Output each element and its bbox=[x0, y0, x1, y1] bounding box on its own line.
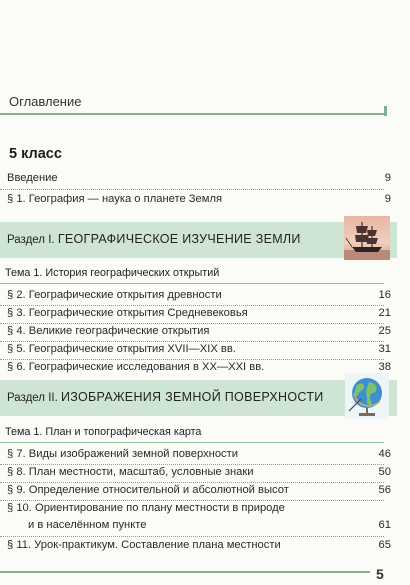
toc-entry-paragraph-7[interactable] bbox=[7, 445, 391, 463]
toc-entry-introduction[interactable] bbox=[7, 169, 391, 187]
toc-entry-page: 9 bbox=[384, 193, 391, 205]
page-title: Оглавление bbox=[9, 94, 82, 109]
section-1-prefix: Раздел I. bbox=[7, 234, 55, 246]
toc-entry-paragraph-11[interactable] bbox=[7, 536, 391, 554]
toc-entry-page: 56 bbox=[378, 484, 391, 496]
toc-entry-page: 21 bbox=[378, 307, 391, 319]
topic-1-heading: Тема 1. История географических открытий bbox=[5, 267, 220, 279]
section-1-heading bbox=[7, 232, 301, 246]
section-2-heading bbox=[7, 390, 324, 404]
toc-entry-title: § 1. География — наука о планете Земля bbox=[7, 193, 223, 205]
title-underline-end bbox=[384, 106, 387, 116]
toc-entry-paragraph-3[interactable] bbox=[7, 304, 391, 322]
toc-entry-title: § 2. Географические открытия древности bbox=[7, 289, 222, 301]
toc-entry-page: 50 bbox=[378, 466, 391, 478]
toc-entry-title: § 8. План местности, масштаб, условные знаки bbox=[7, 466, 254, 478]
footer-rule bbox=[0, 571, 370, 573]
section-2-prefix: Раздел II. bbox=[7, 392, 58, 404]
section-2-band bbox=[0, 380, 397, 416]
toc-entry-paragraph-10[interactable] bbox=[7, 499, 391, 517]
toc-entry-paragraph-6[interactable] bbox=[7, 358, 391, 376]
title-underline bbox=[0, 113, 384, 115]
grade-heading: 5 класс bbox=[9, 146, 62, 162]
toc-entry-title: § 11. Урок-практикум. Составление плана местности bbox=[7, 539, 281, 551]
toc-entry-paragraph-10-continued[interactable] bbox=[7, 516, 391, 534]
toc-entry-paragraph-4[interactable] bbox=[7, 322, 391, 340]
toc-entry-paragraph-2[interactable] bbox=[7, 286, 391, 304]
toc-entry-page: 61 bbox=[378, 519, 391, 531]
sailing-ship-icon bbox=[344, 216, 390, 260]
globe-icon bbox=[345, 373, 389, 419]
toc-entry-title: § 6. Географические исследования в XX—XXI вв. bbox=[7, 361, 265, 373]
page-number: 5 bbox=[376, 566, 384, 582]
toc-entry-page: 31 bbox=[378, 343, 391, 355]
toc-entry-page: 16 bbox=[378, 289, 391, 301]
section-1-title: ГЕОГРАФИЧЕСКОЕ ИЗУЧЕНИЕ ЗЕМЛИ bbox=[57, 232, 301, 246]
toc-entry-title: § 5. Географические открытия XVII—XIX вв. bbox=[7, 343, 236, 355]
toc-entry-paragraph-9[interactable] bbox=[7, 481, 391, 499]
toc-entry-title: § 4. Великие географические открытия bbox=[7, 325, 210, 337]
topic-underline bbox=[0, 283, 384, 284]
toc-entry-paragraph-1[interactable] bbox=[7, 190, 391, 208]
section-2-title: ИЗОБРАЖЕНИЯ ЗЕМНОЙ ПОВЕРХНОСТИ bbox=[61, 390, 324, 404]
topic-underline bbox=[0, 442, 384, 443]
toc-entry-title: Введение bbox=[7, 172, 58, 184]
toc-entry-title: § 10. Ориентирование по плану местности в природе bbox=[7, 502, 285, 514]
toc-entry-title-continued: и в населённом пункте bbox=[28, 519, 147, 531]
toc-entry-page: 9 bbox=[384, 172, 391, 184]
toc-entry-title: § 9. Определение относительной и абсолютной высот bbox=[7, 484, 289, 496]
toc-entry-page: 38 bbox=[378, 361, 391, 373]
toc-entry-page: 46 bbox=[378, 448, 391, 460]
toc-entry-title: § 7. Виды изображений земной поверхности bbox=[7, 448, 239, 460]
toc-entry-paragraph-5[interactable] bbox=[7, 340, 391, 358]
topic-2-heading: Тема 1. План и топографическая карта bbox=[5, 426, 202, 438]
toc-entry-page: 25 bbox=[378, 325, 391, 337]
toc-entry-page: 65 bbox=[378, 539, 391, 551]
toc-entry-paragraph-8[interactable] bbox=[7, 463, 391, 481]
section-1-band bbox=[0, 222, 397, 258]
toc-entry-title: § 3. Географические открытия Средневековья bbox=[7, 307, 248, 319]
